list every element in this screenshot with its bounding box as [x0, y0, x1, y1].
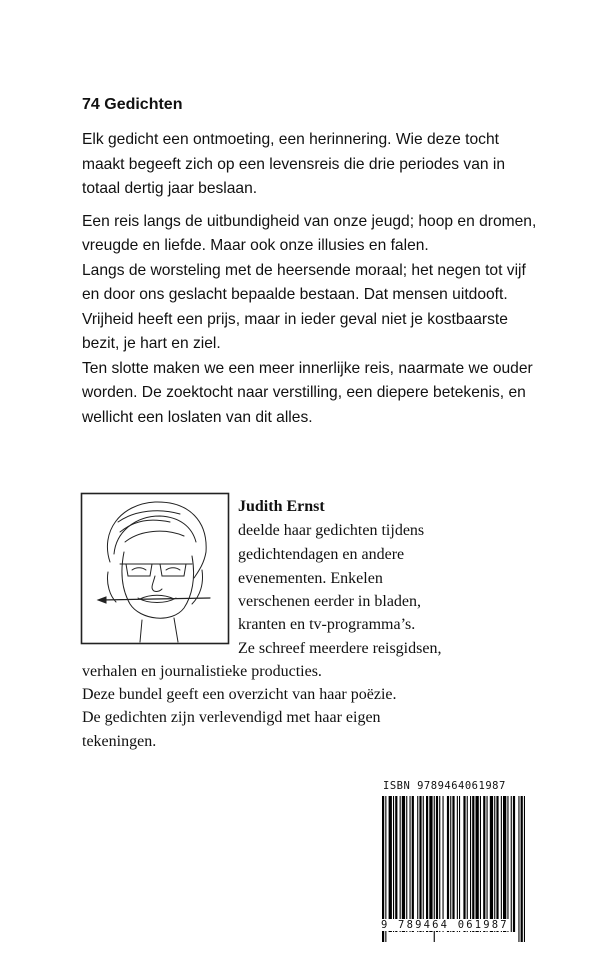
bio-line: gedichtendagen en andere [238, 546, 405, 563]
barcode-bar [472, 796, 474, 932]
barcode-bar [501, 796, 502, 932]
barcode-bar [480, 796, 481, 932]
blurb-paragraph-2: Een reis langs de uitbundigheid van onze jeugd; hoop en dromen, vreugde en liefde. Maar ook onze illusies en falen. [82, 212, 537, 254]
barcode-bar [443, 796, 444, 932]
blurb-paragraph-4: Ten slotte maken we een meer innerlijke reis, naarmate we ouder worden. De zoektocht naar verstilling, een diepere betekenis, en wellicht een loslaten van dit alles. [82, 359, 533, 426]
book-title: 74 Gedichten [82, 96, 183, 113]
bio-line: verschenen eerder in bladen, [238, 593, 422, 610]
barcode-bar [521, 796, 523, 942]
bio-line: deelde haar gedichten tijdens [238, 522, 425, 539]
blurb [82, 128, 542, 430]
bio-line: verhalen en journalistieke producties. [82, 663, 322, 680]
author-name: Judith Ernst [238, 498, 325, 515]
barcode-bar [476, 796, 479, 932]
barcode-bar [494, 796, 495, 932]
blurb-paragraph-3: Langs de worsteling met de heersende moraal; het negen tot vijf en door ons geslacht bepaalde bestaan. Dat mensen uitdooft. Vrijheid heeft een prijs, maar in ieder geval niet je kostbaarste bezit, je hart en ziel. [82, 261, 526, 352]
barcode-bar [436, 796, 438, 932]
bio-line: tekeningen. [82, 733, 157, 750]
barcode-bar [496, 796, 498, 932]
barcode-bar [452, 796, 454, 932]
barcode-bar [429, 796, 432, 932]
bio-line: evenementen. Enkelen [238, 570, 383, 587]
barcode-bar [490, 796, 493, 932]
barcode-bar [395, 796, 397, 932]
barcode-bar [470, 796, 471, 932]
bio-line: kranten en tv-programma’s. [238, 616, 416, 633]
barcode-bar [439, 796, 440, 932]
barcode-bar [518, 796, 519, 942]
bio-line: De gedichten zijn verlevendigd met haar eigen [82, 709, 381, 726]
barcode-bar [423, 796, 424, 932]
barcode-bar [503, 796, 506, 932]
barcode-bar [467, 796, 468, 932]
barcode-bar [524, 796, 525, 942]
barcode-bar [513, 796, 515, 932]
barcode-bar [412, 796, 414, 932]
barcode-bar [402, 796, 405, 932]
barcode-bar [417, 796, 418, 932]
barcode-bar [406, 796, 407, 932]
barcode-bar [393, 796, 394, 932]
barcode-bar [450, 796, 451, 932]
barcode-bar [447, 796, 449, 932]
barcode-bar [400, 796, 401, 932]
blurb-paragraph-1: Elk gedicht een ontmoeting, een herinnering. Wie deze tocht maakt begeeft zich op een levensreis die drie periodes van in totaal dertig jaar beslaan. [82, 131, 506, 197]
barcode-bar [507, 796, 508, 932]
barcode-bar [426, 796, 428, 932]
author-portrait-drawing [80, 492, 230, 645]
barcode-bar [419, 796, 421, 932]
bio-line: Deze bundel geeft een overzicht van haar poëzie. [82, 686, 397, 703]
barcode-digits: 9 789464 061987 [381, 919, 509, 931]
barcode-bar [410, 796, 411, 932]
barcode-bar [483, 796, 485, 932]
barcode-bar [457, 796, 458, 932]
barcode-bar [487, 796, 488, 932]
barcode-bar [463, 796, 465, 932]
bio-line: Ze schreef meerdere reisgidsen, [238, 640, 442, 657]
isbn-label: ISBN 9789464061987 [383, 780, 506, 792]
barcode-bar [389, 796, 392, 932]
barcode-bar [459, 796, 460, 932]
barcode-bar [511, 796, 512, 932]
